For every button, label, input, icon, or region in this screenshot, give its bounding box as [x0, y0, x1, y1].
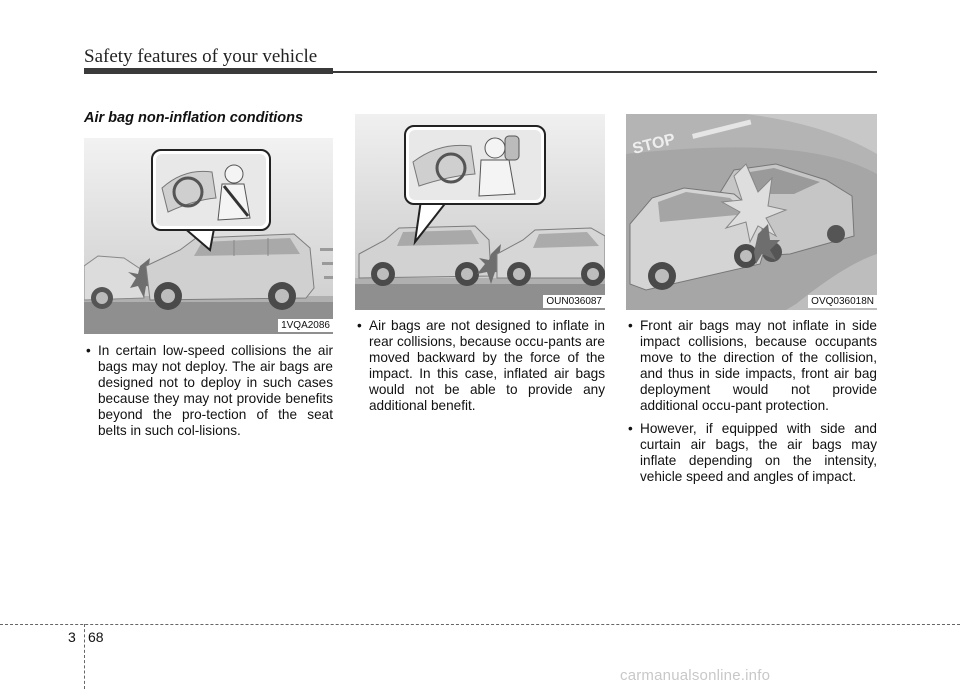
column-3 [626, 318, 877, 491]
watermark: carmanualsonline.info [620, 667, 771, 684]
figure-rear-collision [355, 114, 605, 310]
bullet-side-curtain: • However, if equipped with side and curtain air bags, the air bags may inflate depending on the intensity, vehicle speed and angles of impact. [626, 421, 877, 485]
bullet-side-impact: • Front air bags may not inflate in side impact collisions, because occupants move to the direction of the collision, and thus in side impacts, front air bag deployment would not provide additional occu-pant protection. [626, 318, 877, 415]
figure-code: 1VQA2086 [278, 319, 333, 332]
column-1 [84, 343, 333, 446]
low-speed-collision-illustration-icon [84, 138, 333, 334]
footer-rule [0, 624, 960, 625]
header-rule-thin [333, 71, 877, 73]
page-number: 68 [88, 629, 104, 645]
figure-low-speed-collision [84, 138, 333, 334]
footer-vertical-rule [84, 624, 85, 689]
column-2 [355, 318, 605, 421]
figure-side-impact [626, 114, 877, 310]
section-title: Air bag non-inflation conditions [84, 110, 304, 126]
header-rule [84, 68, 333, 74]
page-header-title: Safety features of your vehicle [84, 46, 318, 67]
road-stop-text: STOP [630, 130, 677, 158]
bullet-rear-collision: • Air bags are not designed to inflate in rear collisions, because occu-pants are moved backward by the force of the impact. In this case, inflated air bags would not be able to provide any additional benefit. [355, 318, 605, 415]
chapter-number: 3 [68, 629, 76, 645]
rear-collision-illustration-icon [355, 114, 605, 310]
figure-code: OVQ036018N [808, 295, 877, 308]
bullet-low-speed: • In certain low-speed collisions the air bags may not deploy. The air bags are designed not to deploy in such cases because they may not provide benefits beyond the pro-tection of the seat belts in such col-lisions. [84, 343, 333, 440]
side-impact-illustration-icon [626, 114, 877, 310]
figure-code: OUN036087 [543, 295, 605, 308]
